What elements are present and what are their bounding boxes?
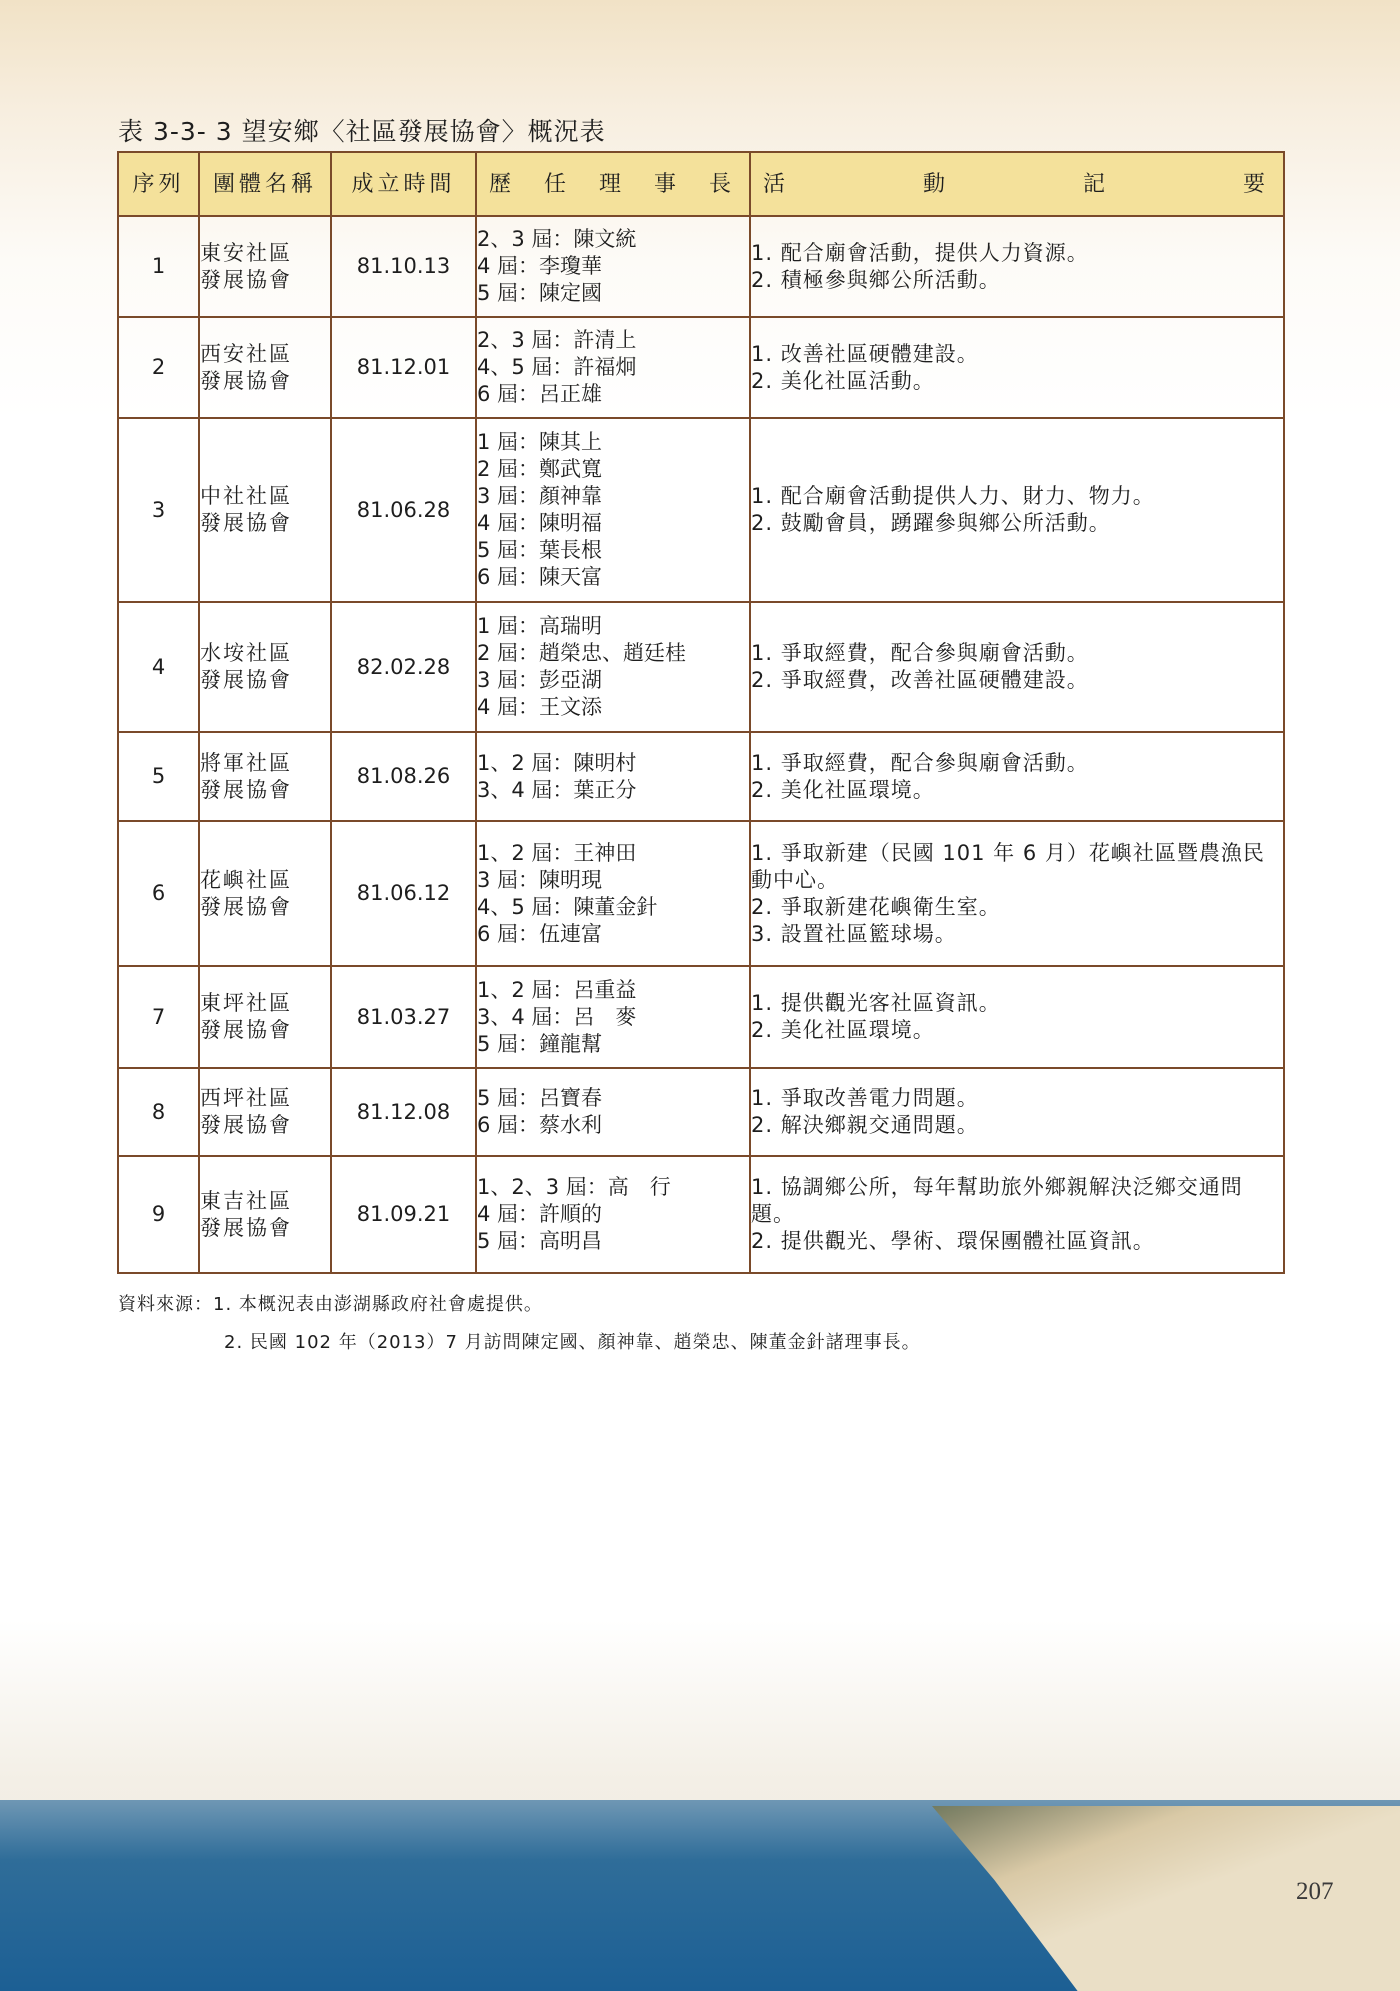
- cell-date: 81.06.28: [331, 418, 476, 602]
- activity-line: 1. 提供觀光客社區資訊。: [751, 991, 1001, 1015]
- table-row: [118, 317, 1284, 418]
- table-row: [118, 602, 1284, 732]
- chair-line: 4 屆：許順的: [477, 1202, 603, 1226]
- cell-name: [199, 216, 331, 317]
- cell-chairs: [476, 821, 750, 966]
- cell-seq: 4: [118, 602, 199, 732]
- chair-line: 1 屆：高瑞明: [477, 614, 603, 638]
- header-chairs-char: 長: [708, 171, 735, 197]
- cell-seq: 3: [118, 418, 199, 602]
- cell-name: [199, 1156, 331, 1273]
- cell-activities: [750, 966, 1284, 1068]
- activity-line: 1. 爭取經費，配合參與廟會活動。: [751, 750, 1089, 775]
- source-note-line-1: 資料來源：1. 本概況表由澎湖縣政府社會處提供。: [118, 1294, 543, 1315]
- cell-activities: [750, 1068, 1284, 1156]
- activity-line: 2. 爭取新建花嶼衛生室。: [751, 894, 1001, 919]
- name-line: 西安社區: [200, 341, 292, 366]
- name-line: 東坪社區: [200, 991, 292, 1015]
- chair-line: 2、3 屆：許清上: [477, 328, 637, 352]
- cell-activities: [750, 732, 1284, 821]
- cell-date: 82.02.28: [331, 602, 476, 732]
- table-row: [118, 1156, 1284, 1273]
- chair-line: 6 屆：呂正雄: [477, 382, 603, 406]
- cell-chairs: [476, 1156, 750, 1273]
- chair-line: 3、4 屆：呂 麥: [477, 1004, 637, 1029]
- name-line: 水垵社區: [200, 641, 292, 665]
- chair-line: 2、3 屆：陳文統: [477, 227, 637, 251]
- cell-seq: 1: [118, 216, 199, 317]
- chair-line: 1、2 屆：王神田: [477, 840, 637, 865]
- header-chairs: [476, 152, 750, 216]
- cell-chairs: [476, 602, 750, 732]
- activity-line: 2. 美化社區環境。: [751, 777, 935, 802]
- name-line: 發展協會: [200, 894, 292, 919]
- chair-line: 3 屆：陳明現: [477, 867, 603, 892]
- chair-line: 3 屆：彭亞湖: [477, 668, 603, 692]
- name-line: 發展協會: [200, 368, 292, 393]
- cell-activities: [750, 317, 1284, 418]
- header-activities-char: 要: [1242, 171, 1269, 197]
- cell-seq: 9: [118, 1156, 199, 1273]
- header-activities: [750, 152, 1284, 216]
- chair-line: 4 屆：王文添: [477, 695, 603, 719]
- cell-name: [199, 418, 331, 602]
- activity-line: 1. 配合廟會活動提供人力、財力、物力。: [751, 484, 1155, 508]
- cell-chairs: [476, 418, 750, 602]
- chair-line: 3、4 屆：葉正分: [477, 777, 637, 802]
- activity-line: 2. 積極參與鄉公所活動。: [751, 267, 1001, 292]
- name-line: 發展協會: [200, 1018, 292, 1042]
- name-line: 西坪社區: [200, 1086, 292, 1110]
- cell-name: [199, 821, 331, 966]
- chair-line: 6 屆：陳天富: [477, 565, 603, 589]
- cell-activities: [750, 1156, 1284, 1273]
- name-line: 發展協會: [200, 511, 292, 535]
- chair-line: 1、2、3 屆：高 行: [477, 1175, 671, 1199]
- cell-date: 81.12.08: [331, 1068, 476, 1156]
- header-chairs-char: 任: [543, 171, 570, 197]
- chair-line: 4 屆：陳明福: [477, 511, 603, 535]
- table-row: [118, 216, 1284, 317]
- cell-activities: [750, 216, 1284, 317]
- activity-line: 3. 設置社區籃球場。: [751, 921, 957, 946]
- name-line: 發展協會: [200, 668, 292, 692]
- name-line: 發展協會: [200, 1113, 292, 1137]
- cell-activities: [750, 821, 1284, 966]
- activity-line: 1. 爭取經費，配合參與廟會活動。: [751, 641, 1089, 665]
- cell-chairs: [476, 966, 750, 1068]
- chair-line: 6 屆：伍連富: [477, 921, 603, 946]
- name-line: 花嶼社區: [200, 867, 292, 892]
- table-title: 表 3-3- 3 望安鄉〈社區發展協會〉概況表: [118, 117, 606, 146]
- header-date: 成立時間: [331, 152, 476, 216]
- name-line: 中社社區: [200, 484, 292, 508]
- name-line: 發展協會: [200, 267, 292, 292]
- source-note-line-2: 2. 民國 102 年（2013）7 月訪問陳定國、顏神靠、趙榮忠、陳董金針諸理事長。: [224, 1332, 921, 1353]
- cell-date: 81.12.01: [331, 317, 476, 418]
- cell-activities: [750, 418, 1284, 602]
- cell-name: [199, 1068, 331, 1156]
- header-chairs-char: 歷: [489, 171, 516, 197]
- chair-line: 1 屆：陳其上: [477, 430, 603, 454]
- cell-seq: 6: [118, 821, 199, 966]
- activity-line: 2. 鼓勵會員，踴躍參與鄉公所活動。: [751, 511, 1111, 535]
- cell-date: 81.06.12: [331, 821, 476, 966]
- cell-chairs: [476, 216, 750, 317]
- cell-seq: 2: [118, 317, 199, 418]
- activity-line: 1. 協調鄉公所，每年幫助旅外鄉親解決泛鄉交通問題。: [751, 1175, 1243, 1226]
- activity-line: 2. 解決鄉親交通問題。: [751, 1113, 979, 1137]
- cell-name: [199, 602, 331, 732]
- table-row: [118, 966, 1284, 1068]
- activity-line: 1. 配合廟會活動，提供人力資源。: [751, 240, 1089, 265]
- cell-seq: 8: [118, 1068, 199, 1156]
- cell-date: 81.03.27: [331, 966, 476, 1068]
- cell-date: 81.09.21: [331, 1156, 476, 1273]
- table-header-row: [118, 152, 1284, 216]
- name-line: 將軍社區: [200, 750, 292, 775]
- chair-line: 2 屆：鄭武寬: [477, 457, 603, 481]
- cell-chairs: [476, 732, 750, 821]
- cell-seq: 5: [118, 732, 199, 821]
- header-seq: 序列: [118, 152, 199, 216]
- cell-date: 81.08.26: [331, 732, 476, 821]
- chair-line: 2 屆：趙榮忠、趙廷桂: [477, 641, 687, 665]
- activity-line: 2. 提供觀光、學術、環保團體社區資訊。: [751, 1229, 1155, 1253]
- activity-line: 1. 爭取新建（民國 101 年 6 月）花嶼社區暨農漁民動中心。: [751, 840, 1265, 892]
- activity-line: 2. 爭取經費，改善社區硬體建設。: [751, 668, 1089, 692]
- activity-line: 2. 美化社區活動。: [751, 368, 935, 393]
- cell-chairs: [476, 1068, 750, 1156]
- activity-line: 2. 美化社區環境。: [751, 1018, 935, 1042]
- chair-line: 5 屆：高明昌: [477, 1229, 603, 1253]
- cell-name: [199, 966, 331, 1068]
- chair-line: 5 屆：葉長根: [477, 538, 603, 562]
- header-activities-char: 活: [763, 171, 790, 197]
- header-chairs-char: 理: [598, 171, 625, 197]
- header-activities-char: 動: [922, 171, 949, 197]
- page-number: 207: [1296, 1878, 1334, 1905]
- chair-line: 4 屆：李瓊華: [477, 254, 603, 278]
- chair-line: 1、2 屆：呂重益: [477, 977, 637, 1002]
- cell-activities: [750, 602, 1284, 732]
- chair-line: 3 屆：顏神靠: [477, 484, 603, 508]
- activity-line: 1. 爭取改善電力問題。: [751, 1086, 979, 1110]
- chair-line: 1、2 屆：陳明村: [477, 750, 637, 775]
- name-line: 東安社區: [200, 240, 292, 265]
- table-row: [118, 732, 1284, 821]
- community-association-table: [117, 151, 1285, 1274]
- chair-line: 4、5 屆：陳董金針: [477, 894, 658, 919]
- cell-name: [199, 317, 331, 418]
- header-activities-char: 記: [1082, 171, 1109, 197]
- table-row: [118, 821, 1284, 966]
- name-line: 發展協會: [200, 1215, 292, 1240]
- name-line: 發展協會: [200, 777, 292, 802]
- cell-date: 81.10.13: [331, 216, 476, 317]
- header-chairs-char: 事: [653, 171, 680, 197]
- cell-name: [199, 732, 331, 821]
- chair-line: 6 屆：蔡水利: [477, 1113, 603, 1137]
- header-name: 團體名稱: [199, 152, 331, 216]
- activity-line: 1. 改善社區硬體建設。: [751, 341, 979, 366]
- table-row: [118, 1068, 1284, 1156]
- table-row: [118, 418, 1284, 602]
- chair-line: 5 屆：陳定國: [477, 281, 603, 305]
- chair-line: 5 屆：鐘龍幫: [477, 1031, 603, 1056]
- cell-chairs: [476, 317, 750, 418]
- cell-seq: 7: [118, 966, 199, 1068]
- chair-line: 4、5 屆：許福炯: [477, 355, 637, 379]
- chair-line: 5 屆：呂寶春: [477, 1086, 603, 1110]
- name-line: 東吉社區: [200, 1188, 292, 1213]
